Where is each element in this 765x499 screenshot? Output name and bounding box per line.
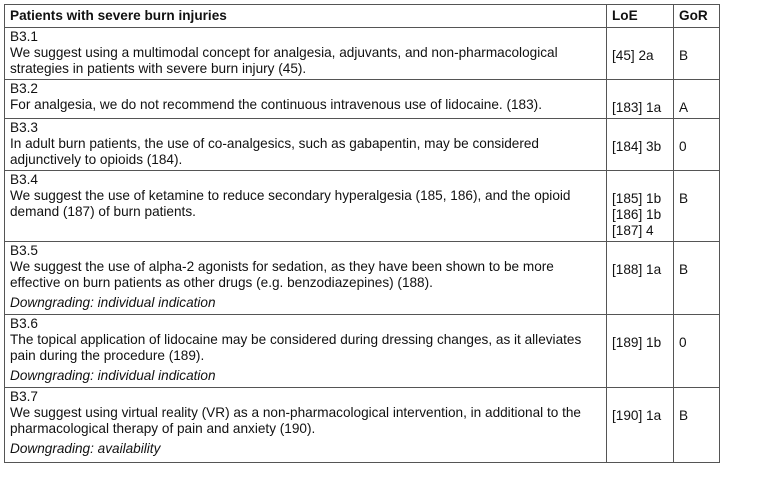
recommendation-text: In adult burn patients, the use of co-analgesics, such as gabapentin, may be considered adjunctively to opioids (184).	[10, 136, 539, 167]
gor-cell: 0	[674, 119, 720, 171]
recommendation-cell	[5, 315, 607, 388]
recommendation-cell	[5, 119, 607, 171]
loe-value: [187] 4	[612, 223, 654, 238]
table-row	[5, 171, 720, 242]
loe-value: [184] 3b	[612, 139, 662, 154]
gor-cell: B	[674, 28, 720, 80]
gor-cell: A	[674, 80, 720, 119]
loe-cell	[607, 119, 674, 171]
loe-header: LoE	[607, 5, 674, 28]
recommendation-id: B3.3	[10, 120, 38, 135]
recommendation-id: B3.7	[10, 389, 38, 404]
loe-value: [189] 1b	[612, 335, 662, 350]
recommendation-text: We suggest the use of alpha-2 agonists for sedation, as they have been shown to be more effective on burn patients as other drugs (e.g. benzodiazepines) (188).	[10, 259, 554, 290]
recommendation-id: B3.6	[10, 316, 38, 331]
loe-cell	[607, 28, 674, 80]
recommendation-cell	[5, 242, 607, 315]
downgrading-note: Downgrading: individual indication	[10, 295, 216, 310]
table-title: Patients with severe burn injuries	[5, 5, 607, 28]
downgrading-note: Downgrading: individual indication	[10, 368, 216, 383]
recommendation-cell	[5, 171, 607, 242]
gor-cell: B	[674, 171, 720, 242]
table-row	[5, 242, 720, 315]
loe-value: [185] 1b	[612, 191, 662, 206]
downgrading-note: Downgrading: availability	[10, 441, 161, 456]
loe-value: [190] 1a	[612, 408, 662, 423]
gor-cell: 0	[674, 315, 720, 388]
recommendation-text: The topical application of lidocaine may be considered during dressing changes, as it alleviates pain during the procedure (189).	[10, 332, 582, 363]
table-row	[5, 28, 720, 80]
loe-cell	[607, 315, 674, 388]
table-row	[5, 315, 720, 388]
loe-cell	[607, 171, 674, 242]
recommendation-text: We suggest the use of ketamine to reduce secondary hyperalgesia (185, 186), and the opioid demand (187) of burn patients.	[10, 188, 571, 219]
gor-cell: B	[674, 388, 720, 463]
recommendation-id: B3.4	[10, 172, 38, 187]
gor-cell: B	[674, 242, 720, 315]
loe-value: [188] 1a	[612, 262, 662, 277]
gor-header: GoR	[674, 5, 720, 28]
table-row	[5, 80, 720, 119]
loe-value: [45] 2a	[612, 48, 654, 63]
recommendation-cell	[5, 80, 607, 119]
recommendation-text: We suggest using a multimodal concept for analgesia, adjuvants, and non-pharmacological strategies in patients with severe burn injury (45).	[10, 45, 558, 76]
table-row	[5, 119, 720, 171]
recommendation-cell	[5, 388, 607, 463]
loe-cell	[607, 80, 674, 119]
recommendation-text: For analgesia, we do not recommend the continuous intravenous use of lidocaine. (183).	[10, 97, 542, 112]
loe-cell	[607, 242, 674, 315]
recommendation-id: B3.5	[10, 243, 38, 258]
recommendation-id: B3.1	[10, 29, 38, 44]
loe-value: [183] 1a	[612, 100, 662, 115]
recommendations-table	[4, 4, 720, 463]
loe-value: [186] 1b	[612, 207, 662, 222]
recommendation-cell	[5, 28, 607, 80]
recommendation-id: B3.2	[10, 81, 38, 96]
table-header-row	[5, 5, 720, 28]
table-row	[5, 388, 720, 463]
loe-cell	[607, 388, 674, 463]
recommendation-text: We suggest using virtual reality (VR) as a non-pharmacological intervention, in additional to the pharmacological therapy of pain and anxiety (190).	[10, 405, 581, 436]
